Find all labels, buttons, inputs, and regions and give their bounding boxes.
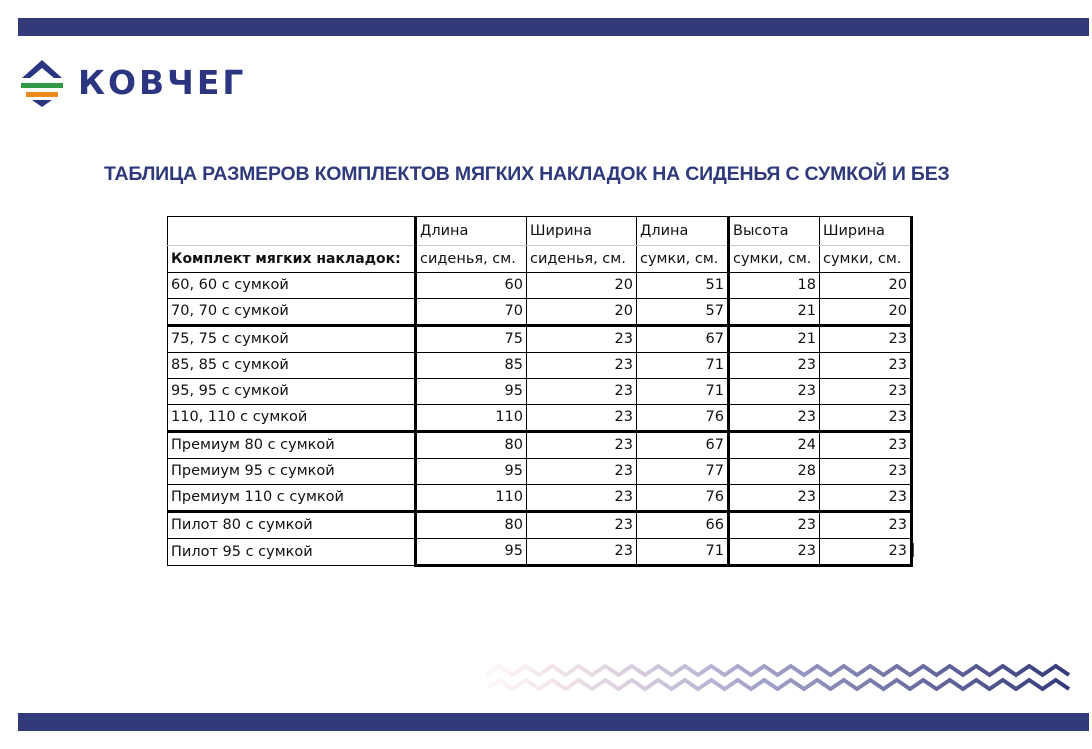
value-cell: 23 bbox=[820, 379, 912, 405]
value-cell: 21 bbox=[729, 326, 820, 353]
value-cell: 51 bbox=[637, 273, 729, 299]
brand-name: КОВЧЕГ bbox=[78, 63, 247, 102]
value-cell: 23 bbox=[527, 432, 637, 459]
value-cell: 23 bbox=[820, 405, 912, 432]
value-cell: 67 bbox=[637, 326, 729, 353]
page-title: ТАБЛИЦА РАЗМЕРОВ КОМПЛЕКТОВ МЯГКИХ НАКЛАДОК НА СИДЕНЬЯ С СУМКОЙ И БЕЗ bbox=[104, 163, 950, 185]
table-row bbox=[168, 539, 912, 566]
value-cell: 23 bbox=[729, 512, 820, 539]
header-cell bbox=[168, 217, 416, 246]
value-cell: 23 bbox=[527, 353, 637, 379]
value-cell: 110 bbox=[416, 405, 527, 432]
value-cell: 23 bbox=[820, 432, 912, 459]
header-cell: Ширина bbox=[820, 217, 912, 246]
value-cell: 23 bbox=[527, 405, 637, 432]
value-cell: 23 bbox=[820, 485, 912, 512]
value-cell: 20 bbox=[527, 273, 637, 299]
value-cell: 57 bbox=[637, 299, 729, 326]
value-cell: 23 bbox=[527, 539, 637, 566]
value-cell: 24 bbox=[729, 432, 820, 459]
header-cell: Высота bbox=[729, 217, 820, 246]
value-cell: 20 bbox=[820, 299, 912, 326]
row-name-cell: 60, 60 с сумкой bbox=[168, 273, 416, 299]
value-cell: 110 bbox=[416, 485, 527, 512]
table-row bbox=[168, 459, 912, 485]
size-table bbox=[167, 216, 913, 567]
value-cell: 77 bbox=[637, 459, 729, 485]
table-row bbox=[168, 512, 912, 539]
row-name-cell: Премиум 80 с сумкой bbox=[168, 432, 416, 459]
value-cell: 95 bbox=[416, 459, 527, 485]
table-row bbox=[168, 353, 912, 379]
row-name-cell: 95, 95 с сумкой bbox=[168, 379, 416, 405]
table-row bbox=[168, 326, 912, 353]
table-header-row-top bbox=[168, 217, 912, 246]
value-cell: 28 bbox=[729, 459, 820, 485]
value-cell: 70 bbox=[416, 299, 527, 326]
value-cell: 23 bbox=[729, 379, 820, 405]
value-cell: 23 bbox=[820, 512, 912, 539]
header-cell: сиденья, см. bbox=[527, 246, 637, 273]
wave-line bbox=[486, 680, 1069, 689]
row-name-cell: 75, 75 с сумкой bbox=[168, 326, 416, 353]
value-cell: 85 bbox=[416, 353, 527, 379]
value-cell: 23 bbox=[527, 459, 637, 485]
row-name-cell: Пилот 95 с сумкой bbox=[168, 539, 416, 566]
value-cell: 23 bbox=[820, 459, 912, 485]
wave-line bbox=[486, 666, 1069, 675]
row-name-cell: Пилот 80 с сумкой bbox=[168, 512, 416, 539]
table-row bbox=[168, 379, 912, 405]
value-cell: 23 bbox=[527, 485, 637, 512]
value-cell: 66 bbox=[637, 512, 729, 539]
table-header-row-bottom bbox=[168, 246, 912, 273]
value-cell: 23 bbox=[527, 379, 637, 405]
value-cell: 23 bbox=[729, 539, 820, 566]
table-row bbox=[168, 432, 912, 459]
header-cell: Комплект мягких накладок: bbox=[168, 246, 416, 273]
value-cell: 18 bbox=[729, 273, 820, 299]
row-name-cell: Премиум 95 с сумкой bbox=[168, 459, 416, 485]
value-cell: 20 bbox=[527, 299, 637, 326]
value-cell: 71 bbox=[637, 539, 729, 566]
header-cell: Длина bbox=[637, 217, 729, 246]
value-cell: 80 bbox=[416, 432, 527, 459]
header-cell: сиденья, см. bbox=[416, 246, 527, 273]
header-cell: сумки, см. bbox=[820, 246, 912, 273]
ark-logo-icon bbox=[18, 58, 66, 108]
value-cell: 76 bbox=[637, 485, 729, 512]
top-accent-bar bbox=[18, 18, 1089, 36]
value-cell: 76 bbox=[637, 405, 729, 432]
value-cell: 95 bbox=[416, 379, 527, 405]
table-row bbox=[168, 273, 912, 299]
text-cursor bbox=[913, 543, 914, 557]
table-body bbox=[168, 273, 912, 566]
value-cell: 95 bbox=[416, 539, 527, 566]
header-cell: Ширина bbox=[527, 217, 637, 246]
value-cell: 67 bbox=[637, 432, 729, 459]
value-cell: 23 bbox=[820, 353, 912, 379]
value-cell: 23 bbox=[729, 353, 820, 379]
value-cell: 23 bbox=[527, 326, 637, 353]
table-row bbox=[168, 405, 912, 432]
value-cell: 23 bbox=[729, 485, 820, 512]
value-cell: 21 bbox=[729, 299, 820, 326]
value-cell: 60 bbox=[416, 273, 527, 299]
row-name-cell: 110, 110 с сумкой bbox=[168, 405, 416, 432]
row-name-cell: 70, 70 с сумкой bbox=[168, 299, 416, 326]
row-name-cell: Премиум 110 с сумкой bbox=[168, 485, 416, 512]
header-cell: сумки, см. bbox=[637, 246, 729, 273]
value-cell: 71 bbox=[637, 353, 729, 379]
bottom-accent-bar bbox=[18, 713, 1089, 731]
value-cell: 71 bbox=[637, 379, 729, 405]
value-cell: 23 bbox=[820, 326, 912, 353]
header-cell: сумки, см. bbox=[729, 246, 820, 273]
value-cell: 23 bbox=[729, 405, 820, 432]
value-cell: 20 bbox=[820, 273, 912, 299]
zigzag-waves-decoration bbox=[486, 660, 1086, 696]
value-cell: 23 bbox=[527, 512, 637, 539]
table-row bbox=[168, 485, 912, 512]
header-cell: Длина bbox=[416, 217, 527, 246]
value-cell: 75 bbox=[416, 326, 527, 353]
value-cell: 23 bbox=[820, 539, 912, 566]
value-cell: 80 bbox=[416, 512, 527, 539]
row-name-cell: 85, 85 с сумкой bbox=[168, 353, 416, 379]
table-row bbox=[168, 299, 912, 326]
